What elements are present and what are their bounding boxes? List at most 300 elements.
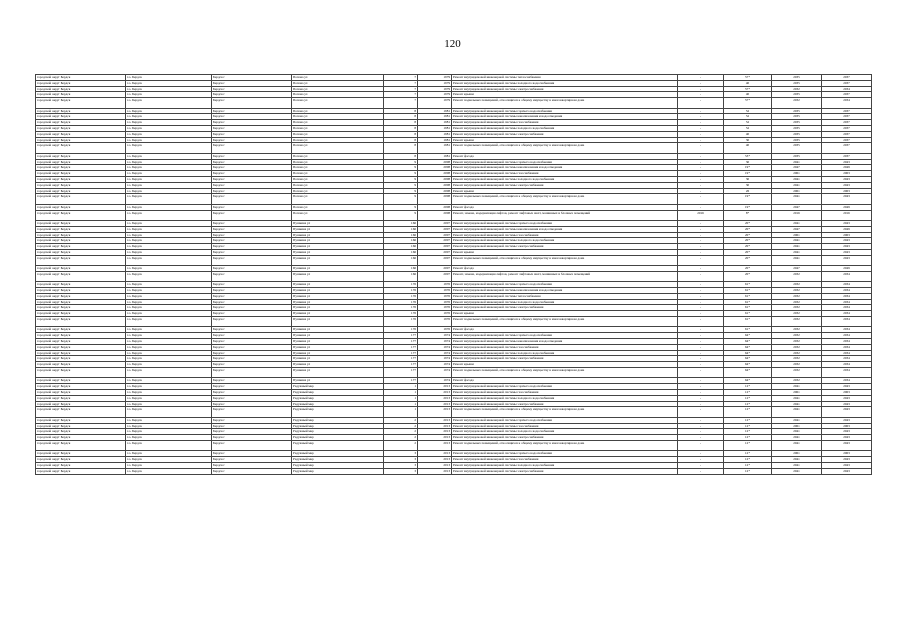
plan-start-cell: 2041: [772, 220, 822, 226]
district-cell: г.о. Бердск: [126, 282, 212, 288]
wear-cell: 61*: [724, 317, 772, 327]
locality-cell: Бердск г: [212, 176, 292, 182]
last-repair-year-cell: -: [678, 244, 724, 250]
municipality-cell: городской округ Бердск: [36, 429, 126, 435]
last-repair-year-cell: -: [678, 125, 724, 131]
plan-end-cell: 2063: [822, 451, 872, 457]
plan-start-cell: 2035: [772, 153, 822, 159]
locality-cell: Бердск г: [212, 182, 292, 188]
street-cell: Попова ул: [292, 204, 384, 210]
street-cell: Пушкина ул: [292, 339, 384, 345]
table-row: [36, 143, 872, 153]
plan-start-cell: 2041: [772, 182, 822, 188]
street-cell: Радужный мкр: [292, 384, 384, 390]
commission-year-cell: 1981: [418, 131, 452, 137]
district-cell: г.о. Бердск: [126, 244, 212, 250]
commission-year-cell: 2013: [418, 417, 452, 423]
commission-year-cell: 2008: [418, 159, 452, 165]
work-type-cell: Ремонт внутридомовой инженерной системы газоснабжения: [452, 390, 678, 396]
plan-end-cell: 2063: [822, 232, 872, 238]
work-type-cell: Ремонт внутридомовой инженерной системы холодного водоснабжения: [452, 462, 678, 468]
house-number-cell: 8: [384, 137, 418, 143]
last-repair-year-cell: -: [678, 137, 724, 143]
locality-cell: Бердск г: [212, 86, 292, 92]
work-type-cell: Ремонт внутридомовой инженерной системы холодного водоснабжения: [452, 80, 678, 86]
municipality-cell: городской округ Бердск: [36, 244, 126, 250]
commission-year-cell: 2013: [418, 407, 452, 417]
locality-cell: Бердск г: [212, 288, 292, 294]
street-cell: Попова ул: [292, 194, 384, 204]
street-cell: Попова ул: [292, 114, 384, 120]
locality-cell: Бердск г: [212, 238, 292, 244]
plan-start-cell: 2047: [772, 226, 822, 232]
street-cell: Радужный мкр: [292, 435, 384, 441]
house-number-cell: 9: [384, 210, 418, 220]
street-cell: Пушкина ул: [292, 282, 384, 288]
work-type-cell: Ремонт внутридомовой инженерной системы холодного водоснабжения: [452, 299, 678, 305]
locality-cell: Бердск г: [212, 344, 292, 350]
wear-cell: 52: [724, 114, 772, 120]
commission-year-cell: 2008: [418, 171, 452, 177]
work-type-cell: Ремонт внутридомовой инженерной системы электроснабжения: [452, 182, 678, 188]
work-type-cell: Ремонт крыши: [452, 311, 678, 317]
plan-start-cell: 2041: [772, 417, 822, 423]
street-cell: Пушкина ул: [292, 350, 384, 356]
plan-start-cell: 2032: [772, 378, 822, 384]
plan-end-cell: 2037: [822, 92, 872, 98]
work-type-cell: Ремонт внутридомовой инженерной системы канализования и водоотведения: [452, 288, 678, 294]
work-type-cell: Ремонт внутридомовой инженерной системы электроснабжения: [452, 401, 678, 407]
plan-end-cell: 2037: [822, 120, 872, 126]
house-number-cell: 176: [384, 327, 418, 333]
locality-cell: Бердск г: [212, 423, 292, 429]
house-number-cell: 176: [384, 293, 418, 299]
district-cell: г.о. Бердск: [126, 266, 212, 272]
table-row: [36, 368, 872, 378]
work-type-cell: Ремонт внутридомовой инженерной системы электроснабжения: [452, 86, 678, 92]
locality-cell: Бердск г: [212, 333, 292, 339]
commission-year-cell: 2007: [418, 255, 452, 265]
work-type-cell: Ремонт внутридомовой инженерной системы газоснабжения: [452, 344, 678, 350]
locality-cell: Бердск г: [212, 226, 292, 232]
plan-end-cell: 2043: [822, 462, 872, 468]
work-type-cell: Ремонт внутридомовой инженерной системы электроснабжения: [452, 305, 678, 311]
district-cell: г.о. Бердск: [126, 305, 212, 311]
municipality-cell: городской округ Бердск: [36, 440, 126, 450]
municipality-cell: городской округ Бердск: [36, 80, 126, 86]
street-cell: Пушкина ул: [292, 271, 384, 281]
commission-year-cell: 2007: [418, 238, 452, 244]
municipality-cell: городской округ Бердск: [36, 288, 126, 294]
work-type-cell: Ремонт внутридомовой инженерной системы горячего водоснабжения: [452, 159, 678, 165]
street-cell: Попова ул: [292, 131, 384, 137]
work-type-cell: Ремонт внутридомовой инженерной системы электроснабжения: [452, 435, 678, 441]
last-repair-year-cell: -: [678, 401, 724, 407]
wear-cell: 12*: [724, 440, 772, 450]
street-cell: Радужный мкр: [292, 457, 384, 463]
house-number-cell: 8: [384, 125, 418, 131]
municipality-cell: городской округ Бердск: [36, 226, 126, 232]
street-cell: Попова ул: [292, 92, 384, 98]
district-cell: г.о. Бердск: [126, 120, 212, 126]
commission-year-cell: 2008: [418, 194, 452, 204]
commission-year-cell: 1976: [418, 288, 452, 294]
commission-year-cell: 1974: [418, 350, 452, 356]
last-repair-year-cell: -: [678, 407, 724, 417]
work-type-cell: Ремонт внутридомовой инженерной системы холодного водоснабжения: [452, 176, 678, 182]
locality-cell: Бердск г: [212, 165, 292, 171]
street-cell: Пушкина ул: [292, 249, 384, 255]
plan-end-cell: 2034: [822, 327, 872, 333]
work-type-cell: Ремонт внутридомовой инженерной системы газоснабжения: [452, 171, 678, 177]
work-type-cell: Ремонт внутридомовой инженерной системы горячего водоснабжения: [452, 333, 678, 339]
commission-year-cell: 1976: [418, 293, 452, 299]
house-number-cell: 9: [384, 159, 418, 165]
plan-end-cell: 2037: [822, 153, 872, 159]
locality-cell: Бердск г: [212, 232, 292, 238]
work-type-cell: Ремонт внутридомовой инженерной системы теплоснабжения: [452, 75, 678, 81]
plan-start-cell: 2032: [772, 368, 822, 378]
street-cell: Попова ул: [292, 120, 384, 126]
last-repair-year-cell: -: [678, 457, 724, 463]
house-number-cell: 177: [384, 356, 418, 362]
wear-cell: 52: [724, 125, 772, 131]
plan-start-cell: 2061: [772, 171, 822, 177]
locality-cell: Бердск г: [212, 468, 292, 474]
municipality-cell: городской округ Бердск: [36, 317, 126, 327]
commission-year-cell: 2007: [418, 226, 452, 232]
plan-end-cell: 2037: [822, 143, 872, 153]
municipality-cell: городской округ Бердск: [36, 362, 126, 368]
house-number-cell: 2: [384, 423, 418, 429]
plan-end-cell: 2063: [822, 390, 872, 396]
commission-year-cell: 1979: [418, 80, 452, 86]
last-repair-year-cell: -: [678, 255, 724, 265]
last-repair-year-cell: -: [678, 188, 724, 194]
street-cell: Попова ул: [292, 171, 384, 177]
street-cell: Пушкина ул: [292, 362, 384, 368]
table-row: [36, 255, 872, 265]
house-number-cell: 8: [384, 108, 418, 114]
wear-cell: 30: [724, 176, 772, 182]
wear-cell: 40: [724, 143, 772, 153]
work-type-cell: Ремонт подвальных помещений, относящихся к общему имуществу в многоквартирном доме: [452, 368, 678, 378]
municipality-cell: городской округ Бердск: [36, 378, 126, 384]
last-repair-year-cell: -: [678, 204, 724, 210]
wear-cell: 20*: [724, 232, 772, 238]
house-number-cell: 9: [384, 204, 418, 210]
last-repair-year-cell: -: [678, 362, 724, 368]
district-cell: г.о. Бердск: [126, 423, 212, 429]
wear-cell: 12*: [724, 435, 772, 441]
last-repair-year-cell: -: [678, 120, 724, 126]
plan-end-cell: 2034: [822, 356, 872, 362]
work-type-cell: Ремонт подвальных помещений, относящихся к общему имуществу в многоквартирном доме: [452, 407, 678, 417]
commission-year-cell: 2013: [418, 435, 452, 441]
commission-year-cell: 1976: [418, 299, 452, 305]
commission-year-cell: 1979: [418, 75, 452, 81]
municipality-cell: городской округ Бердск: [36, 271, 126, 281]
plan-start-cell: 2032: [772, 288, 822, 294]
commission-year-cell: 2013: [418, 423, 452, 429]
commission-year-cell: 1976: [418, 317, 452, 327]
locality-cell: Бердск г: [212, 266, 292, 272]
district-cell: г.о. Бердск: [126, 362, 212, 368]
plan-start-cell: 2032: [772, 311, 822, 317]
commission-year-cell: 2007: [418, 244, 452, 250]
street-cell: Пушкина ул: [292, 293, 384, 299]
last-repair-year-cell: -: [678, 108, 724, 114]
locality-cell: Бердск г: [212, 255, 292, 265]
street-cell: Радужный мкр: [292, 440, 384, 450]
municipality-cell: городской округ Бердск: [36, 282, 126, 288]
plan-start-cell: 2035: [772, 108, 822, 114]
locality-cell: Бердск г: [212, 159, 292, 165]
district-cell: г.о. Бердск: [126, 204, 212, 210]
work-type-cell: Ремонт внутридомовой инженерной системы горячего водоснабжения: [452, 451, 678, 457]
last-repair-year-cell: -: [678, 339, 724, 345]
street-cell: Попова ул: [292, 153, 384, 159]
locality-cell: Бердск г: [212, 80, 292, 86]
district-cell: г.о. Бердск: [126, 143, 212, 153]
municipality-cell: городской округ Бердск: [36, 401, 126, 407]
municipality-cell: городской округ Бердск: [36, 468, 126, 474]
work-type-cell: Ремонт крыши: [452, 249, 678, 255]
house-number-cell: 176: [384, 311, 418, 317]
plan-start-cell: 2041: [772, 194, 822, 204]
work-type-cell: Ремонт внутридомовой инженерной системы горячего водоснабжения: [452, 417, 678, 423]
street-cell: Пушкина ул: [292, 311, 384, 317]
plan-end-cell: 2043: [822, 159, 872, 165]
plan-end-cell: 2034: [822, 339, 872, 345]
work-type-cell: Ремонт фасада: [452, 204, 678, 210]
work-type-cell: Ремонт внутридомовой инженерной системы холодного водоснабжения: [452, 238, 678, 244]
wear-cell: 57*: [724, 98, 772, 108]
house-number-cell: 177: [384, 362, 418, 368]
street-cell: Пушкина ул: [292, 226, 384, 232]
house-number-cell: 3: [384, 462, 418, 468]
district-cell: г.о. Бердск: [126, 194, 212, 204]
plan-start-cell: 2041: [772, 401, 822, 407]
locality-cell: Бердск г: [212, 244, 292, 250]
locality-cell: Бердск г: [212, 125, 292, 131]
district-cell: г.о. Бердск: [126, 255, 212, 265]
commission-year-cell: 1981: [418, 108, 452, 114]
municipality-cell: городской округ Бердск: [36, 339, 126, 345]
locality-cell: Бердск г: [212, 299, 292, 305]
commission-year-cell: 2007: [418, 266, 452, 272]
last-repair-year-cell: -: [678, 462, 724, 468]
work-type-cell: Ремонт внутридомовой инженерной системы канализования и водоотведения: [452, 165, 678, 171]
wear-cell: 64*: [724, 356, 772, 362]
last-repair-year-cell: -: [678, 288, 724, 294]
house-number-cell: 166: [384, 255, 418, 265]
last-repair-year-cell: -: [678, 293, 724, 299]
wear-cell: 12*: [724, 390, 772, 396]
plan-end-cell: 2043: [822, 429, 872, 435]
district-cell: г.о. Бердск: [126, 137, 212, 143]
wear-cell: 12*: [724, 395, 772, 401]
municipality-cell: городской округ Бердск: [36, 171, 126, 177]
wear-cell: 61*: [724, 305, 772, 311]
house-number-cell: 1: [384, 384, 418, 390]
plan-start-cell: 2016: [772, 210, 822, 220]
wear-cell: 64*: [724, 333, 772, 339]
work-type-cell: Ремонт внутридомовой инженерной системы канализования и водоотведения: [452, 339, 678, 345]
house-number-cell: 166: [384, 271, 418, 281]
commission-year-cell: 1974: [418, 344, 452, 350]
street-cell: Пушкина ул: [292, 344, 384, 350]
table-row: [36, 468, 872, 474]
last-repair-year-cell: -: [678, 176, 724, 182]
locality-cell: Бердск г: [212, 362, 292, 368]
wear-cell: 30: [724, 159, 772, 165]
locality-cell: Бердск г: [212, 282, 292, 288]
work-type-cell: Ремонт фасада: [452, 153, 678, 159]
last-repair-year-cell: -: [678, 80, 724, 86]
wear-cell: 30: [724, 137, 772, 143]
street-cell: Попова ул: [292, 165, 384, 171]
house-number-cell: 9: [384, 171, 418, 177]
work-type-cell: Ремонт внутридомовой инженерной системы теплоснабжения: [452, 293, 678, 299]
work-type-cell: Ремонт внутридомовой инженерной системы горячего водоснабжения: [452, 220, 678, 226]
plan-end-cell: 2049: [822, 266, 872, 272]
commission-year-cell: 1974: [418, 362, 452, 368]
house-number-cell: 177: [384, 339, 418, 345]
municipality-cell: городской округ Бердск: [36, 131, 126, 137]
commission-year-cell: 2013: [418, 462, 452, 468]
commission-year-cell: 1981: [418, 153, 452, 159]
plan-end-cell: 2037: [822, 108, 872, 114]
street-cell: Пушкина ул: [292, 299, 384, 305]
plan-start-cell: 2041: [772, 238, 822, 244]
district-cell: г.о. Бердск: [126, 131, 212, 137]
repair-schedule-table: [35, 74, 872, 475]
work-type-cell: Ремонт внутридомовой инженерной системы газоснабжения: [452, 423, 678, 429]
commission-year-cell: 1981: [418, 137, 452, 143]
district-cell: г.о. Бердск: [126, 451, 212, 457]
house-number-cell: 2: [384, 435, 418, 441]
plan-start-cell: 2041: [772, 435, 822, 441]
plan-start-cell: 2041: [772, 244, 822, 250]
last-repair-year-cell: -: [678, 390, 724, 396]
wear-cell: 12*: [724, 384, 772, 390]
work-type-cell: Ремонт внутридомовой инженерной системы холодного водоснабжения: [452, 429, 678, 435]
district-cell: г.о. Бердск: [126, 171, 212, 177]
locality-cell: Бердск г: [212, 143, 292, 153]
street-cell: Попова ул: [292, 125, 384, 131]
last-repair-year-cell: -: [678, 232, 724, 238]
locality-cell: Бердск г: [212, 317, 292, 327]
commission-year-cell: 1974: [418, 356, 452, 362]
plan-start-cell: 2047: [772, 266, 822, 272]
house-number-cell: 7: [384, 75, 418, 81]
plan-end-cell: 2034: [822, 368, 872, 378]
work-type-cell: Ремонт внутридомовой инженерной системы горячего водоснабжения: [452, 108, 678, 114]
municipality-cell: городской округ Бердск: [36, 457, 126, 463]
street-cell: Радужный мкр: [292, 401, 384, 407]
district-cell: г.о. Бердск: [126, 390, 212, 396]
municipality-cell: городской округ Бердск: [36, 120, 126, 126]
district-cell: г.о. Бердск: [126, 356, 212, 362]
wear-cell: 12*: [724, 462, 772, 468]
house-number-cell: 9: [384, 182, 418, 188]
plan-start-cell: 2041: [772, 176, 822, 182]
plan-end-cell: 2043: [822, 220, 872, 226]
plan-start-cell: 2061: [772, 390, 822, 396]
district-cell: г.о. Бердск: [126, 210, 212, 220]
locality-cell: Бердск г: [212, 451, 292, 457]
house-number-cell: 3: [384, 451, 418, 457]
commission-year-cell: 1981: [418, 125, 452, 131]
work-type-cell: Ремонт внутридомовой инженерной системы холодного водоснабжения: [452, 125, 678, 131]
page-number: 120: [444, 38, 461, 50]
work-type-cell: Ремонт подвальных помещений, относящихся к общему имуществу в многоквартирном доме: [452, 440, 678, 450]
last-repair-year-cell: 2016: [678, 210, 724, 220]
last-repair-year-cell: -: [678, 384, 724, 390]
commission-year-cell: 1974: [418, 339, 452, 345]
house-number-cell: 2: [384, 429, 418, 435]
work-type-cell: Ремонт внутридомовой инженерной системы газоснабжения: [452, 120, 678, 126]
locality-cell: Бердск г: [212, 407, 292, 417]
house-number-cell: 7: [384, 92, 418, 98]
work-type-cell: Ремонт внутридомовой инженерной системы горячего водоснабжения: [452, 384, 678, 390]
wear-cell: 20*: [724, 249, 772, 255]
locality-cell: Бердск г: [212, 339, 292, 345]
plan-end-cell: 2049: [822, 204, 872, 210]
district-cell: г.о. Бердск: [126, 182, 212, 188]
commission-year-cell: 1974: [418, 368, 452, 378]
plan-start-cell: 2061: [772, 188, 822, 194]
commission-year-cell: 2008: [418, 188, 452, 194]
locality-cell: Бердск г: [212, 153, 292, 159]
wear-cell: 20*: [724, 255, 772, 265]
municipality-cell: городской округ Бердск: [36, 293, 126, 299]
locality-cell: Бердск г: [212, 75, 292, 81]
district-cell: г.о. Бердск: [126, 344, 212, 350]
locality-cell: Бердск г: [212, 327, 292, 333]
street-cell: Пушкина ул: [292, 317, 384, 327]
last-repair-year-cell: -: [678, 311, 724, 317]
plan-start-cell: 2032: [772, 350, 822, 356]
plan-start-cell: 2035: [772, 120, 822, 126]
plan-end-cell: 2043: [822, 401, 872, 407]
commission-year-cell: 1976: [418, 311, 452, 317]
plan-start-cell: 2032: [772, 344, 822, 350]
last-repair-year-cell: -: [678, 271, 724, 281]
district-cell: г.о. Бердск: [126, 317, 212, 327]
municipality-cell: городской округ Бердск: [36, 204, 126, 210]
plan-start-cell: 2035: [772, 131, 822, 137]
last-repair-year-cell: -: [678, 226, 724, 232]
commission-year-cell: 2013: [418, 390, 452, 396]
table-row: [36, 317, 872, 327]
plan-end-cell: 2043: [822, 407, 872, 417]
plan-end-cell: 2034: [822, 288, 872, 294]
district-cell: г.о. Бердск: [126, 86, 212, 92]
last-repair-year-cell: -: [678, 327, 724, 333]
plan-start-cell: 2035: [772, 75, 822, 81]
plan-start-cell: 2035: [772, 143, 822, 153]
plan-end-cell: 2037: [822, 125, 872, 131]
plan-start-cell: 2032: [772, 333, 822, 339]
district-cell: г.о. Бердск: [126, 299, 212, 305]
municipality-cell: городской округ Бердск: [36, 159, 126, 165]
locality-cell: Бердск г: [212, 395, 292, 401]
district-cell: г.о. Бердск: [126, 98, 212, 108]
plan-start-cell: 2032: [772, 86, 822, 92]
municipality-cell: городской округ Бердск: [36, 188, 126, 194]
